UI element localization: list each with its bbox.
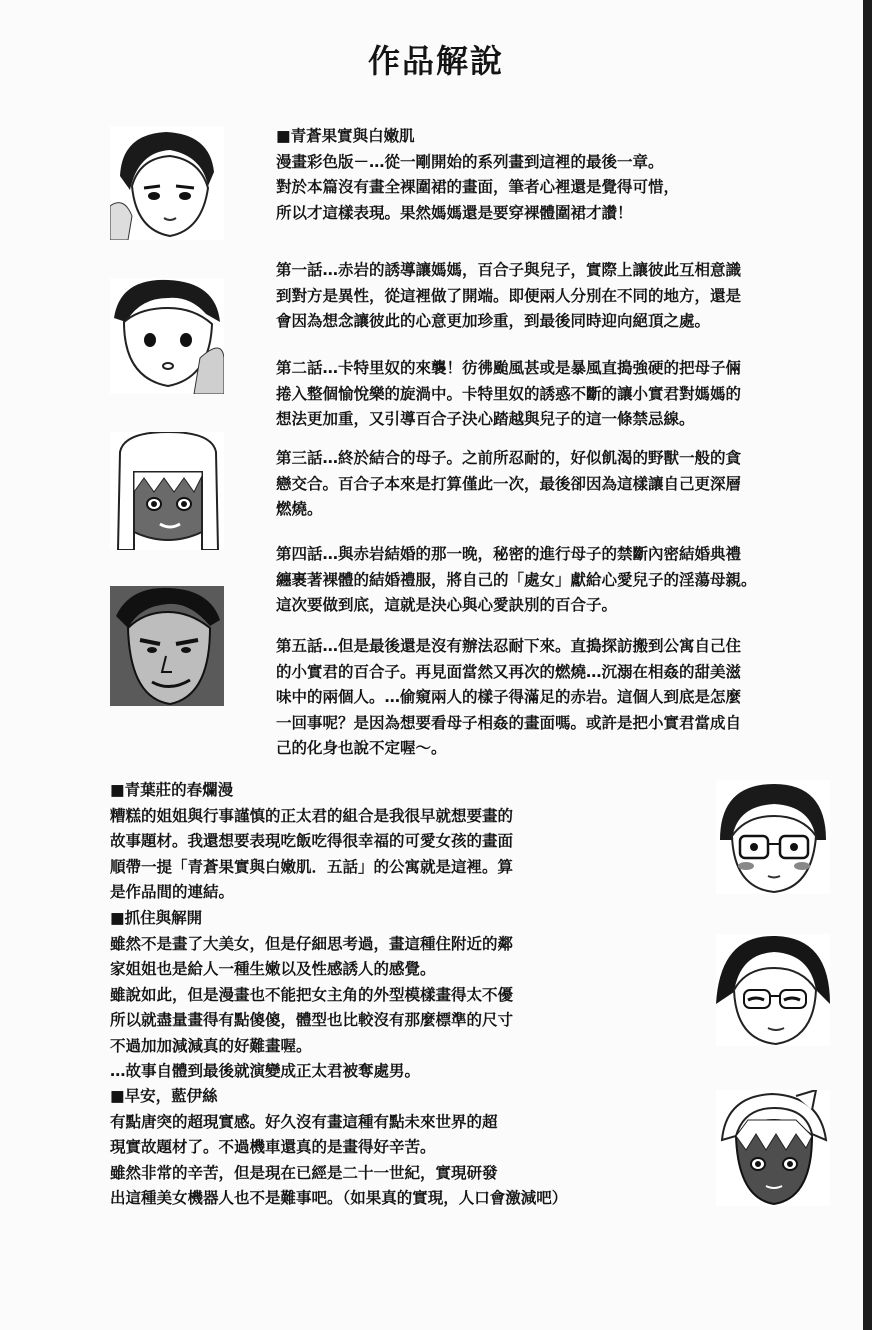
section1-intro [276,124,679,226]
text-line: 想法更加重，又引導百合子決心踏越與兒子的這一條禁忌線。 [276,410,695,428]
portrait-katrina [110,432,224,550]
text-line: 第四話…與赤岩結婚的那一晚，秘密的進行母子的禁斷內密結婚典禮 [276,545,742,563]
portrait-neighbor-sister [716,934,830,1046]
text-line: 現實故題材了。不過機車還真的是畫得好辛苦。 [110,1138,436,1156]
portrait-minoru [110,278,224,394]
text-line: 第五話…但是最後還是沒有辦法忍耐下來。直搗探訪搬到公寓自己住 [276,637,742,655]
portrait-robot-girl [716,1090,830,1206]
text-line: 捲入整個愉悅樂的旋渦中。卡特里奴的誘惑不斷的讓小實君對媽媽的 [276,384,742,403]
portrait-akaiwa [110,586,224,706]
text-line: 漫畫彩色版－…從一剛開始的系列畫到這裡的最後一章。 [276,152,664,171]
text-line: 燃燒。 [276,500,323,518]
section-heading: ■青葉莊的春爛漫 [110,781,234,799]
text-line: 己的化身也說不定喔～。 [276,739,447,757]
section-heading: ■抓住與解開 [110,909,203,927]
text-line: 順帶一提「青蒼果實與白嫩肌．五話」的公寓就是這裡。算 [110,857,514,876]
text-line: 雖然不是畫了大美女，但是仔細思考過，畫這種住附近的鄰 [110,934,514,953]
text-line: 所以才這樣表現。果然媽媽還是要穿裸體圍裙才讚！ [276,203,633,222]
text-line: 家姐姐也是給人一種生嫩以及性感誘人的感覺。 [110,960,436,978]
text-line: 到對方是異性，從這裡做了開端。即便兩人分別在不同的地方，還是 [276,286,742,305]
episode5-text [276,634,741,762]
episode2-text [276,356,741,433]
text-line: 對於本篇沒有畫全裸圍裙的畫面，筆者心裡還是覺得可惜， [276,178,680,196]
text-line: 所以就盡量畫得有點傻傻，體型也比較沒有那麼標準的尺寸 [110,1011,514,1029]
page-edge [863,0,872,1330]
text-line: 第一話…赤岩的誘導讓媽媽，百合子與兒子，實際上讓彼此互相意識 [276,261,742,279]
section4 [110,1084,567,1212]
portrait-glasses-girl [716,780,830,894]
text-line: 是作品間的連結。 [110,883,235,901]
text-line: 有點唐突的超現實感。好久沒有畫這種有點未來世界的超 [110,1112,498,1131]
text-line: …故事自體到最後就演變成正太君被奪處男。 [110,1062,421,1080]
text-line: 雖說如此，但是漫畫也不能把女主角的外型模樣畫得太不優 [110,985,514,1004]
text-line: 的小實君的百合子。再見面當然又再次的燃燒…沉溺在相姦的甜美滋 [276,662,742,681]
section-heading: ■青蒼果實與白嫩肌 [276,127,415,145]
portrait-yuriko [110,126,224,240]
text-line: 故事題材。我還想要表現吃飯吃得很幸福的可愛女孩的畫面 [110,832,514,850]
text-line: 不過加加減減真的好難畫喔。 [110,1036,312,1055]
episode4-text [276,542,757,619]
text-line: 糟糕的姐姐與行事謹慎的正太君的組合是我很早就想要畫的 [110,806,514,825]
text-line: 出這種美女機器人也不是難事吧。（如果真的實現，人口會激減吧） [110,1189,568,1207]
section2 [110,778,513,906]
text-line: 雖然非常的辛苦，但是現在已經是二十一世紀，實現研發 [110,1163,498,1182]
episode3-text [276,446,741,523]
episode1-text [276,258,741,335]
text-line: 這次要做到底，這就是決心與心愛訣別的百合子。 [276,596,618,614]
section3 [110,906,513,1085]
section-heading: ■早安，藍伊絲 [110,1087,218,1105]
text-line: 戀交合。百合子本來是打算僅此一次，最後卻因為這樣讓自己更深層 [276,474,742,493]
text-line: 味中的兩個人。…偷窺兩人的樣子得滿足的赤岩。這個人到底是怎麼 [276,688,742,706]
text-line: 第三話…終於結合的母子。之前所忍耐的，好似飢渴的野獸一般的貪 [276,449,742,467]
text-line: 會因為想念讓彼此的心意更加珍重，到最後同時迎向絕頂之處。 [276,312,711,330]
text-line: 一回事呢？是因為想要看母子相姦的畫面嗎。或許是把小實君當成自 [276,713,742,732]
page-title: 作品解說 [367,42,504,80]
text-line: 纏裹著裸體的結婚禮服，將自己的「處女」獻給心愛兒子的淫蕩母親。 [276,570,757,589]
text-line: 第二話…卡特里奴的來襲！彷彿颱風甚或是暴風直搗強硬的把母子倆 [276,359,742,377]
